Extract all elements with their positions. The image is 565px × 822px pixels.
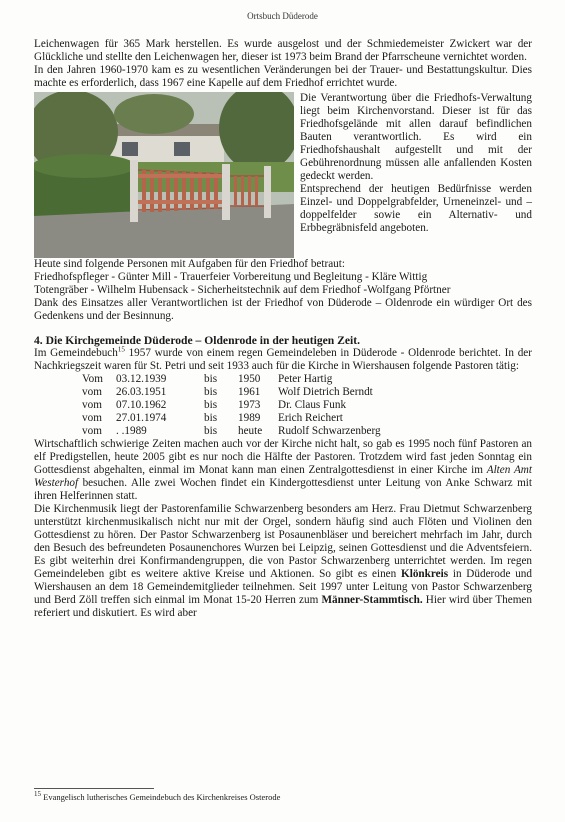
pastor-row: vom 27.01.1974 bis 1989 Erich Reichert [82, 412, 343, 424]
running-header: Ortsbuch Düderode [247, 11, 318, 21]
intro-paragraph-1: Leichenwagen für 365 Mark herstellen. Es wurde ausgelost und der Schmiedemeister Zwickert war der Glückliche und stellte den Leichenwagen her, dieser ist 1973 beim Brand der Pfarrscheune vernichtet worden. [34, 38, 532, 63]
footnote-ref: 15 [117, 345, 125, 354]
grave-fields-paragraph: Entsprechend der heutigen Bedürfnisse werden Einzel- und Doppelgrabfelder, Urneneinzel- und –doppelfelder sowie ein Alternativ- und Erbbegräbnisfeld angeboten. [300, 183, 532, 234]
footnote-divider [34, 788, 154, 789]
economy-paragraph: Wirtschaftlich schwierige Zeiten machen auch vor der Kirche nicht halt, so gab es 1995 noch fünf Pastoren an elf Predigstellen, heute 2005 gibt es nur noch die Hälfte der Pastoren. Trotzdem wird fast jeden Sonntag ein Gottesdienst abgehalten, einmal im Monat kann man einen Zentralgottesdienst in einer Kirche im Alten Amt Westerhof besuchen. Alle zwei Wochen findet ein Kindergottesdienst unter Leitung von Anke Schwarz mit ihren Helferinnen statt. [34, 438, 532, 502]
footnote: $^{15}$ Evangelisch lutherisches Gemeindebuch des Kirchenkreises Osterode [34, 790, 281, 802]
staff-intro: Heute sind folgende Personen mit Aufgaben für den Friedhof betraut: [34, 258, 345, 270]
section-heading: 4. Die Kirchgemeinde Düderode – Oldenrode in der heutigen Zeit. [34, 334, 361, 347]
cemetery-gate-photo [34, 92, 294, 258]
music-paragraph: Die Kirchenmusik liegt der Pastorenfamilie Schwarzenberg besonders am Herz. Frau Dietmut Schwarzenberg unterstützt kirchenmusikalisch nicht nur mit der Orgel, sondern häufig sind auch Flöten und Violinen den Gottesdienst zu hören. Der Pastor Schwarzenberg ist Posaunenbläser und bereichert mehrfach im Jahr, durch den Besuch des befreundeten Posaunenchores Wurzen bei Leipzig, seinen Gottesdienst und die Adventsfeiern. Es gibt weiterhin drei Konfirmandengruppen, die von Pastor Schwarzenberg unterrichtet werden. Im regen Gemeindeleben gibt es weitere aktive Kreise und Aktionen. So gibt es einen Klönkreis in Düderode und Wiershausen an dem 18 Gemeindemitglieder teilnehmen. Seit 1997 unter Leitung von Pastor Schwarzenberg und Berd Zöll treffen sich einmal im Monat 15-20 Herren zum Männer-Stammtisch. Hier wird über Themen referiert und diskutiert. Es wird aber [34, 503, 532, 619]
thanks-paragraph: Dank des Einsatzes aller Verantwortlichen ist der Friedhof von Düderode – Oldenrode ein würdiger Ort des Gedenkens und der Besinnung. [34, 297, 532, 322]
gate-illustration [34, 92, 294, 258]
staff-line-1: Friedhofspfleger - Günter Mill - Trauerfeier Vorbereitung und Begleitung - Kläre Wittig [34, 271, 428, 283]
pastor-row: vom 07.10.1962 bis 1973 Dr. Claus Funk [82, 399, 347, 411]
photo-side-text [300, 92, 532, 258]
pastor-list [82, 373, 532, 438]
intro-paragraph-2: In den Jahren 1960-1970 kam es zu wesentlichen Veränderungen bei der Trauer- und Bestattungskultur. Dies machte es erforderlich, dass 1967 eine Kapelle auf dem Friedhof errichtet wurde. [34, 64, 532, 89]
photo-text-block [34, 92, 532, 258]
page-body [34, 38, 532, 620]
parish-paragraph: Im Gemeindebuch$^{15}$ 1957 wurde von einem regen Gemeindeleben in Düderode - Oldenrode berichtet. In der Nachkriegszeit waren für St. Petri und seit 1933 auch für die Kirche in Wiershausen folgende Pastoren tätig: [34, 345, 532, 372]
pastor-row: Vom 03.12.1939 bis 1950 Peter Hartig [82, 373, 333, 385]
responsibility-paragraph: Die Verantwortung über die Friedhofs-Verwaltung liegt beim Kirchenvorstand. Dieser ist für das Friedhofsgelände mit allen darauf befindlichen Bauten verantwortlich. Es wird ein Friedhofshaushalt aufgestellt und mit der Gebührenordnung müssen alle anfallenden Kosten gedeckt werden. [300, 92, 532, 182]
pastor-row: vom . .1989 bis heute Rudolf Schwarzenberg [82, 425, 381, 437]
staff-line-2: Totengräber - Wilhelm Hubensack - Sicherheitstechnik auf dem Friedhof -Wolfgang Pförtner [34, 284, 451, 296]
pastor-row: vom 26.03.1951 bis 1961 Wolf Dietrich Berndt [82, 386, 373, 398]
